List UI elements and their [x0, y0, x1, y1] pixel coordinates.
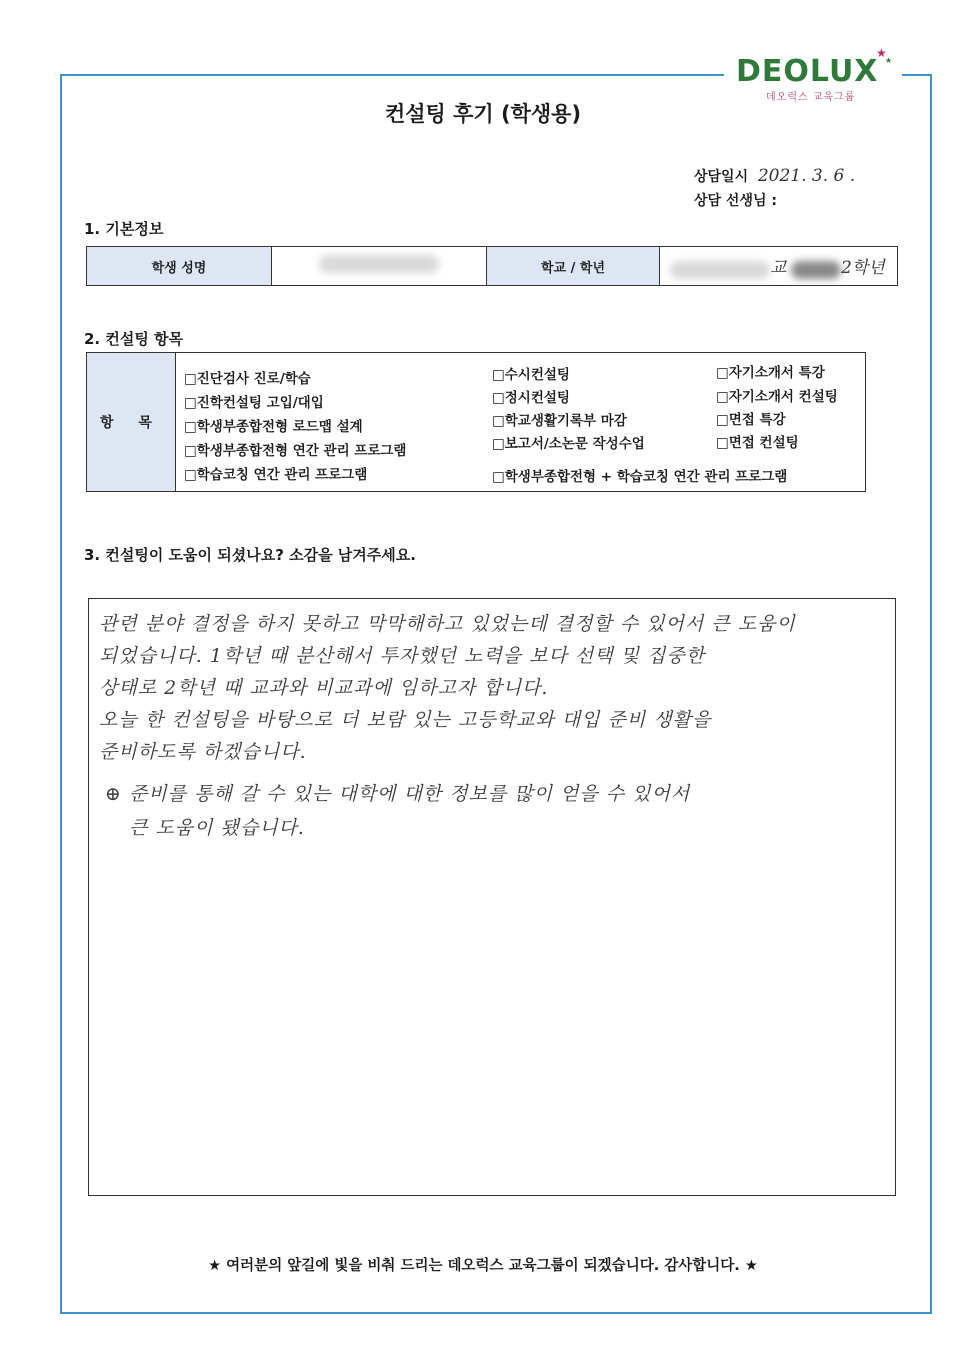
logo-subtitle: 데오럭스 교육그룹 [766, 92, 856, 103]
page-title: 컨설팅 후기 (학생용) [384, 102, 582, 126]
items-options [176, 353, 866, 492]
option-item[interactable]: □자기소개서 컨설팅 [716, 389, 838, 405]
student-name-label: 학생 성명 [87, 247, 272, 286]
review-line: 상태로 2학년 때 교과와 비교과에 임하고자 합니다. [99, 677, 549, 699]
option-item[interactable]: □보고서/소논문 작성수업 [492, 436, 645, 452]
redacted-scribble [791, 261, 841, 279]
option-item[interactable]: □학생부종합전형 + 학습코칭 연간 관리 프로그램 [492, 469, 788, 485]
consult-items-table [86, 352, 866, 492]
review-line: 되었습니다. 1학년 때 분산해서 투자했던 노력을 보다 선택 및 집중한 [99, 645, 706, 667]
review-text-box[interactable] [88, 598, 896, 1196]
option-item[interactable]: □자기소개서 특강 [716, 365, 825, 381]
section1-heading: 1. 기본정보 [84, 220, 164, 238]
redacted-name [319, 255, 439, 273]
deolux-logo: DEOLUX [736, 54, 879, 89]
option-item[interactable]: □학생부종합전형 연간 관리 프로그램 [184, 443, 407, 459]
option-item[interactable]: □진단검사 진로/학습 [184, 371, 311, 387]
option-item[interactable]: □면접 컨설팅 [716, 435, 799, 451]
review-line: 큰 도움이 됐습니다. [129, 817, 305, 839]
review-line: ⊕ 준비를 통해 갈 수 있는 대학에 대한 정보를 많이 얻을 수 있어서 [105, 783, 691, 805]
logo-star-icon: ★ [876, 46, 887, 60]
footer-message: ★ 여러분의 앞길에 빛을 비춰 드리는 데오럭스 교육그룹이 되겠습니다. 감사합니다. ★ [208, 1258, 758, 1274]
section2-heading: 2. 컨설팅 항목 [84, 330, 184, 348]
teacher-label: 상담 선생님 : [694, 193, 777, 209]
review-line: 준비하도록 하겠습니다. [99, 741, 307, 763]
items-label: 항 목 [87, 353, 176, 492]
student-name-value [272, 247, 487, 286]
redacted-school [670, 261, 770, 279]
option-item[interactable]: □학교생활기록부 마감 [492, 413, 627, 429]
option-item[interactable]: □학생부종합전형 로드맵 설계 [184, 419, 363, 435]
review-line: 관련 분야 결정을 하지 못하고 막막해하고 있었는데 결정할 수 있어서 큰 도움이 [99, 613, 796, 635]
option-item[interactable]: □진학컨설팅 고입/대입 [184, 395, 324, 411]
option-item[interactable]: □학습코칭 연간 관리 프로그램 [184, 467, 368, 483]
consult-date [694, 166, 855, 186]
date-label: 상담일시 [694, 169, 749, 185]
school-value-cell [660, 247, 898, 286]
option-item[interactable]: □면접 특강 [716, 412, 786, 428]
section3-heading: 3. 컨설팅이 도움이 되셨나요? 소감을 남겨주세요. [84, 546, 416, 564]
option-item[interactable]: □정시컨설팅 [492, 390, 570, 406]
review-line: 오늘 한 컨설팅을 바탕으로 더 보람 있는 고등학교와 대입 준비 생활을 [99, 709, 712, 731]
logo-star-small-icon: ★ [885, 56, 893, 65]
school-value: 교 [770, 258, 787, 279]
basic-info-table [86, 246, 898, 286]
option-item[interactable]: □수시컨설팅 [492, 367, 570, 383]
school-label: 학교 / 학년 [487, 247, 660, 286]
date-value: 2021. 3. 6 . [757, 166, 856, 186]
grade-value: 2학년 [840, 258, 885, 279]
